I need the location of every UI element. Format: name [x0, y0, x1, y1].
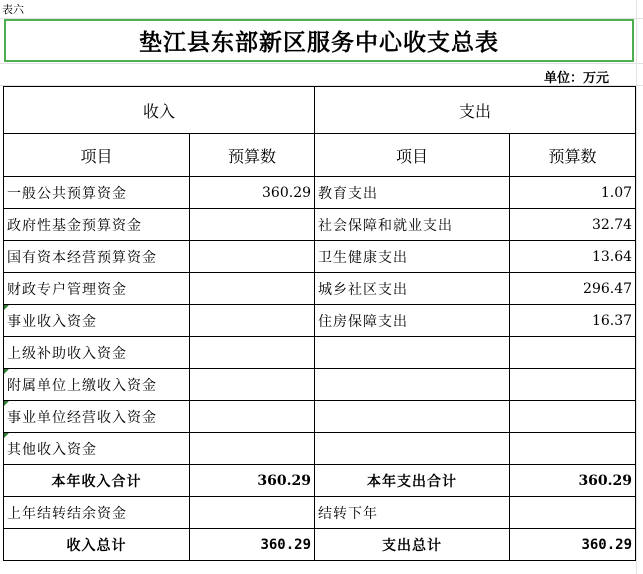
expense-item-cell[interactable]: 住房保障支出 [315, 305, 510, 337]
expense-item-cell[interactable] [315, 337, 510, 369]
budget-table [3, 86, 636, 561]
grand-total-row [4, 529, 636, 561]
expense-section-header[interactable]: 支出 [315, 87, 636, 134]
income-item-cell[interactable]: 国有资本经营预算资金 [4, 241, 190, 273]
income-item-cell[interactable]: 政府性基金预算资金 [4, 209, 190, 241]
carry-income-value[interactable] [190, 497, 315, 529]
expense-value-cell[interactable]: 1.07 [510, 177, 636, 209]
income-value-cell[interactable]: 360.29 [190, 177, 315, 209]
expense-value-cell[interactable]: 296.47 [510, 273, 636, 305]
table-row [4, 337, 636, 369]
income-value-cell[interactable] [190, 433, 315, 465]
expense-grand-total-label[interactable]: 支出总计 [315, 529, 510, 561]
income-item-cell[interactable]: 事业单位经营收入资金 [4, 401, 190, 433]
income-item-cell[interactable]: 附属单位上缴收入资金 [4, 369, 190, 401]
income-item-header[interactable]: 项目 [4, 134, 190, 177]
expense-value-cell[interactable]: 13.64 [510, 241, 636, 273]
expense-value-cell[interactable] [510, 401, 636, 433]
carry-income-label[interactable]: 上年结转结余资金 [4, 497, 190, 529]
table-row [4, 273, 636, 305]
income-budget-header[interactable]: 预算数 [190, 134, 315, 177]
income-item-cell[interactable]: 其他收入资金 [4, 433, 190, 465]
expense-item-cell[interactable] [315, 401, 510, 433]
income-item-cell[interactable]: 事业收入资金 [4, 305, 190, 337]
income-grand-total-value[interactable]: 360.29 [190, 529, 315, 561]
income-value-cell[interactable] [190, 209, 315, 241]
income-value-cell[interactable] [190, 337, 315, 369]
sheet-label: 表六 [2, 3, 24, 16]
expense-item-cell[interactable]: 教育支出 [315, 177, 510, 209]
year-total-row [4, 465, 636, 497]
income-value-cell[interactable] [190, 369, 315, 401]
expense-grand-total-value[interactable]: 360.29 [510, 529, 636, 561]
carry-row [4, 497, 636, 529]
table-row [4, 369, 636, 401]
income-item-cell[interactable]: 财政专户管理资金 [4, 273, 190, 305]
income-section-header[interactable]: 收入 [4, 87, 315, 134]
expense-year-total-label[interactable]: 本年支出合计 [315, 465, 510, 497]
expense-item-cell[interactable] [315, 369, 510, 401]
expense-value-cell[interactable] [510, 433, 636, 465]
page-title[interactable]: 垫江县东部新区服务中心收支总表 [4, 19, 634, 62]
income-item-cell[interactable]: 一般公共预算资金 [4, 177, 190, 209]
income-item-cell[interactable]: 上级补助收入资金 [4, 337, 190, 369]
expense-item-cell[interactable]: 社会保障和就业支出 [315, 209, 510, 241]
income-value-cell[interactable] [190, 241, 315, 273]
table-row [4, 401, 636, 433]
table-row [4, 433, 636, 465]
table-row [4, 209, 636, 241]
expense-value-cell[interactable]: 16.37 [510, 305, 636, 337]
expense-item-cell[interactable] [315, 433, 510, 465]
income-year-total-value[interactable]: 360.29 [190, 465, 315, 497]
expense-value-cell[interactable] [510, 337, 636, 369]
income-value-cell[interactable] [190, 401, 315, 433]
table-row [4, 305, 636, 337]
table-row [4, 241, 636, 273]
table-row [4, 177, 636, 209]
expense-item-cell[interactable]: 城乡社区支出 [315, 273, 510, 305]
expense-year-total-value[interactable]: 360.29 [510, 465, 636, 497]
expense-item-cell[interactable]: 卫生健康支出 [315, 241, 510, 273]
income-value-cell[interactable] [190, 273, 315, 305]
expense-item-header[interactable]: 项目 [315, 134, 510, 177]
income-grand-total-label[interactable]: 收入总计 [4, 529, 190, 561]
expense-value-cell[interactable]: 32.74 [510, 209, 636, 241]
unit-label: 单位：万元 [543, 71, 609, 86]
expense-budget-header[interactable]: 预算数 [510, 134, 636, 177]
income-year-total-label[interactable]: 本年收入合计 [4, 465, 190, 497]
income-value-cell[interactable] [190, 305, 315, 337]
carry-expense-value[interactable] [510, 497, 636, 529]
carry-expense-label[interactable]: 结转下年 [315, 497, 510, 529]
expense-value-cell[interactable] [510, 369, 636, 401]
